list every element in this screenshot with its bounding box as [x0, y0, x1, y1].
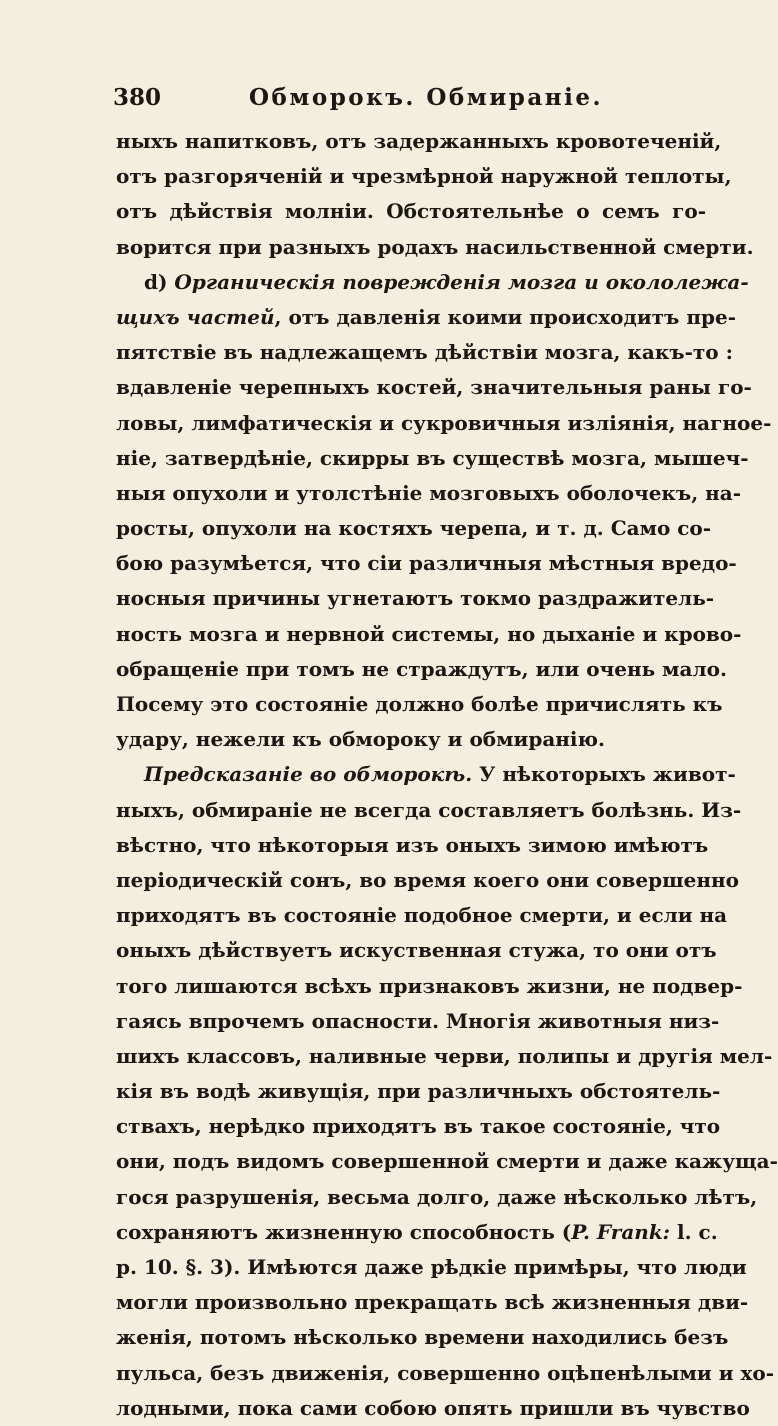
text-segment: гося разрушенія, весьма долго, даже нѣсколько лѣтъ, [116, 1184, 758, 1209]
text-segment: обращеніе при томъ не страждутъ, или очень мало. [116, 656, 727, 681]
text-line [116, 1250, 747, 1285]
text-line [116, 441, 749, 476]
text-line [116, 1215, 718, 1250]
text-segment: отъ разгоряченій и чрезмѣрной наружной теплоты, [116, 164, 732, 189]
text-segment: ныхъ, обмираніе не всегда составляетъ болѣзнь. Из- [116, 797, 742, 822]
text-line [116, 194, 706, 229]
body-text [116, 124, 778, 1426]
text-segment: ныя опухоли и утолстѣніе мозговыхъ оболочекъ, на- [116, 480, 742, 505]
text-segment: шихъ классовъ, наливные черви, полипы и другія мел- [116, 1043, 773, 1068]
text-line [116, 757, 736, 792]
text-segment: росты, опухоли на костяхъ черепа, и т. д. Само со- [116, 516, 712, 541]
text-line [116, 335, 733, 370]
text-line [116, 476, 742, 511]
page-header [113, 78, 703, 118]
text-line [116, 230, 754, 265]
text-line [116, 581, 715, 616]
text-line [116, 1004, 720, 1039]
text-segment: ныхъ напитковъ, отъ задержанныхъ кровотеченій, [116, 129, 722, 153]
text-line [116, 1180, 758, 1215]
text-line [116, 969, 743, 1004]
text-line [116, 828, 709, 863]
text-segment: пульса, безъ движенія, совершенно оцѣпенѣлыми и хо- [116, 1360, 775, 1385]
text-segment: ность мозга и нервной системы, но дыханіе и крово- [116, 621, 742, 646]
text-segment: удару, нежели къ обмороку и обмиранію. [116, 727, 605, 752]
text-line [116, 511, 712, 546]
text-line [116, 1391, 750, 1426]
text-segment: вдавленіе черепныхъ костей, значительныя раны го- [116, 375, 752, 400]
text-segment: ніе, затвердѣніе, скирры въ существѣ мозга, мышеч- [116, 445, 749, 470]
text-segment: пятствіе въ надлежащемъ дѣйствіи мозга, какъ-то : [116, 340, 733, 365]
text-line [116, 1144, 778, 1179]
text-line [116, 265, 749, 300]
text-line [116, 300, 736, 335]
text-segment: Посему это состояніе должно болѣе причислять къ [116, 692, 723, 716]
italic-text: P. Frank: [571, 1219, 671, 1244]
text-line [116, 793, 742, 828]
text-segment: бою разумѣется, что сіи различныя мѣстныя вредо- [116, 551, 737, 576]
text-segment: лодными, пока сами собою опять пришли въ чувство [116, 1395, 750, 1420]
text-segment: гаясь впрочемъ опасности. Многія животныя низ- [116, 1008, 720, 1033]
italic-text: Органическія поврежденія мозга и окололежа- [174, 269, 749, 294]
text-segment: могли произвольно прекращать всѣ жизненныя дви- [116, 1290, 749, 1315]
text-segment: кія въ водѣ живущія, при различныхъ обстоятель- [116, 1079, 721, 1104]
text-line [116, 933, 717, 968]
text-segment: ствахъ, нерѣдко приходятъ въ такое состояніе, что [116, 1114, 721, 1139]
text-segment: ловы, лимфатическія и сукровичныя изліянія, нагное- [116, 410, 772, 435]
italic-text: щихъ частей [116, 304, 275, 329]
text-segment: приходятъ въ состояніе подобное смерти, и если на [116, 903, 728, 928]
text-segment: женія, потомъ нѣсколько времени находились безъ [116, 1325, 729, 1350]
text-segment: сохраняютъ жизненную способность ( [116, 1219, 572, 1244]
text-line [116, 652, 727, 687]
text-segment: вѣстно, что нѣкоторыя изъ оныхъ зимою имѣютъ [116, 832, 709, 857]
text-line [116, 722, 706, 757]
text-line [116, 370, 752, 405]
text-line [116, 617, 742, 652]
text-segment: , отъ давленія коими происходитъ пре- [274, 304, 736, 329]
text-line [116, 159, 732, 194]
text-line [116, 546, 737, 581]
text-segment: ворится при разныхъ родахъ насильственной смерти. [116, 234, 754, 259]
text-segment: они, подъ видомъ совершенной смерти и даже кажуща- [116, 1149, 778, 1174]
text-segment: d) [144, 269, 175, 294]
text-line [116, 124, 722, 159]
text-segment: носныя причины угнетаютъ токмо раздражитель- [116, 586, 715, 611]
text-line [116, 1109, 721, 1144]
text-segment: отъ дѣйствія молніи. Обстоятельнѣе о семъ го- [116, 199, 706, 224]
text-segment: того лишаются всѣхъ признаковъ жизни, не подвер- [116, 973, 743, 998]
text-line [116, 1039, 773, 1074]
text-line [116, 1074, 721, 1109]
text-segment: оныхъ дѣйствуетъ искуственная стужа, то они отъ [116, 938, 717, 963]
text-segment: l. c. [670, 1219, 718, 1244]
text-line [116, 863, 739, 898]
text-line [116, 898, 728, 933]
text-line [116, 1285, 749, 1320]
text-line [116, 1356, 775, 1391]
text-segment: p. 10. §. 3). Имѣются даже рѣдкіе примѣры, что люди [116, 1255, 747, 1279]
text-segment: періодическій сонъ, во время коего они совершенно [116, 867, 739, 892]
text-line [116, 406, 772, 441]
italic-text: Предсказаніе во обморокѣ. [144, 762, 473, 787]
text-segment: У нѣкоторыхъ живот- [472, 762, 736, 787]
text-line [116, 687, 723, 722]
running-head: Обморокъ. Обмираніе. [249, 84, 603, 111]
page-number: 380 [113, 84, 162, 111]
text-line [116, 1320, 729, 1355]
